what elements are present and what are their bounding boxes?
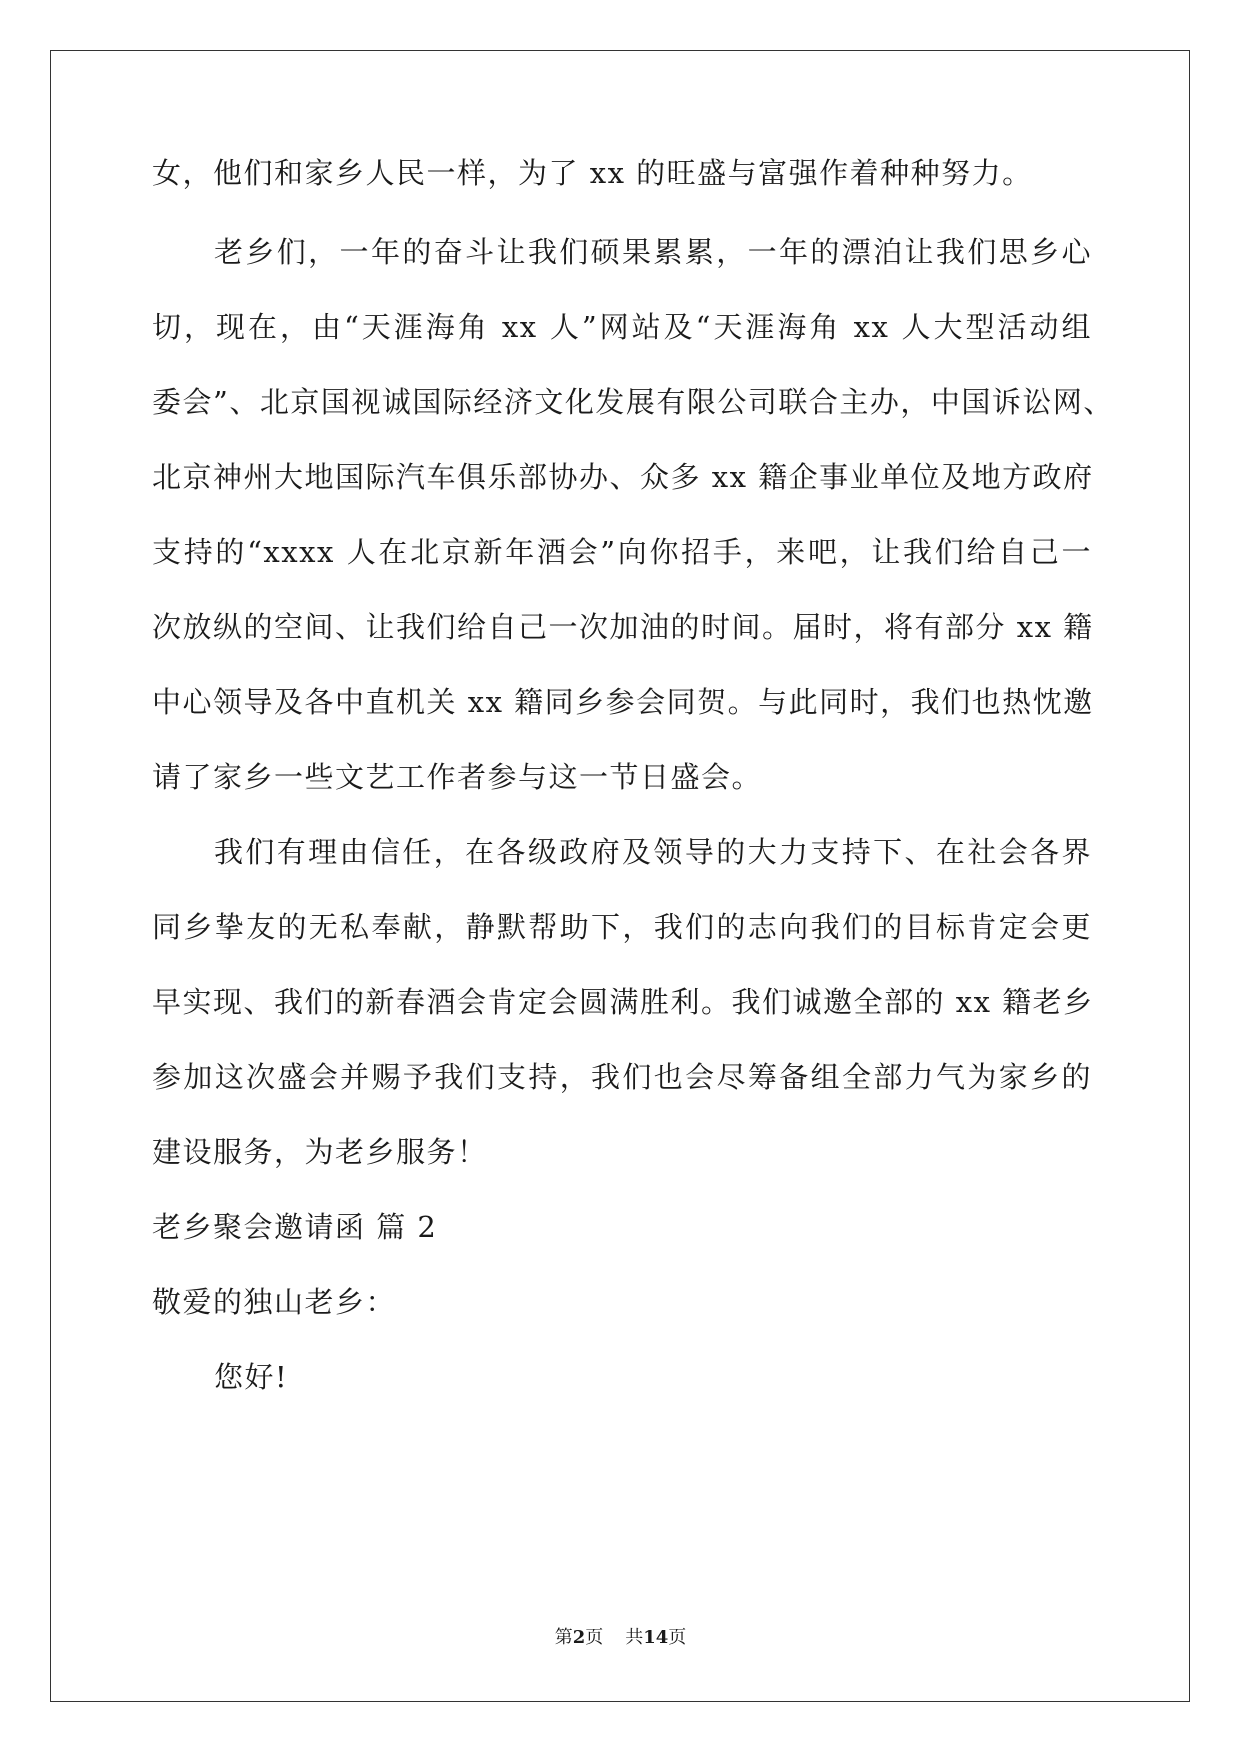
- paragraph-line: 同乡挚友的无私奉献，静默帮助下，我们的志向我们的目标肯定会更: [152, 910, 1092, 944]
- paragraph-line: 委会”、北京国视诚国际经济文化发展有限公司联合主办，中国诉讼网、: [152, 385, 1114, 419]
- paragraph-line: 早实现、我们的新春酒会肯定会圆满胜利。我们诚邀全部的 xx 籍老乡: [152, 985, 1094, 1019]
- paragraph-line: 支持的“xxxx 人在北京新年酒会”向你招手，来吧，让我们给自己一: [152, 535, 1092, 569]
- section-heading: 老乡聚会邀请函 篇 2: [152, 1210, 438, 1244]
- page-suffix: 页: [585, 1627, 604, 1648]
- page-border: [50, 50, 1190, 1702]
- total-prefix: 共: [625, 1627, 644, 1648]
- page-footer: [0, 1626, 1241, 1650]
- paragraph-line: 次放纵的空间、让我们给自己一次加油的时间。届时，将有部分 xx 籍: [152, 610, 1094, 644]
- total-suffix: 页: [668, 1627, 687, 1648]
- greeting: 您好!: [214, 1360, 289, 1394]
- total-pages: 14: [643, 1627, 669, 1648]
- page-number: 2: [572, 1627, 586, 1648]
- paragraph-line: 女，他们和家乡人民一样，为了 xx 的旺盛与富强作着种种努力。: [152, 156, 1033, 190]
- paragraph-line: 中心领导及各中直机关 xx 籍同乡参会同贺。与此同时，我们也热忱邀: [152, 685, 1094, 719]
- paragraph-line: 我们有理由信任，在各级政府及领导的大力支持下、在社会各界: [214, 835, 1092, 869]
- page-prefix: 第: [554, 1627, 573, 1648]
- salutation: 敬爱的独山老乡：: [152, 1285, 397, 1319]
- paragraph-line: 请了家乡一些文艺工作者参与这一节日盛会。: [152, 760, 763, 794]
- paragraph-line: 北京神州大地国际汽车俱乐部协办、众多 xx 籍企事业单位及地方政府: [152, 460, 1094, 494]
- paragraph-line: 建设服务，为老乡服务！: [152, 1135, 488, 1169]
- paragraph-line: 老乡们，一年的奋斗让我们硕果累累，一年的漂泊让我们思乡心: [214, 235, 1092, 269]
- paragraph-line: 切，现在，由“天涯海角 xx 人”网站及“天涯海角 xx 人大型活动组: [152, 310, 1092, 344]
- paragraph-line: 参加这次盛会并赐予我们支持，我们也会尽筹备组全部力气为家乡的: [152, 1060, 1092, 1094]
